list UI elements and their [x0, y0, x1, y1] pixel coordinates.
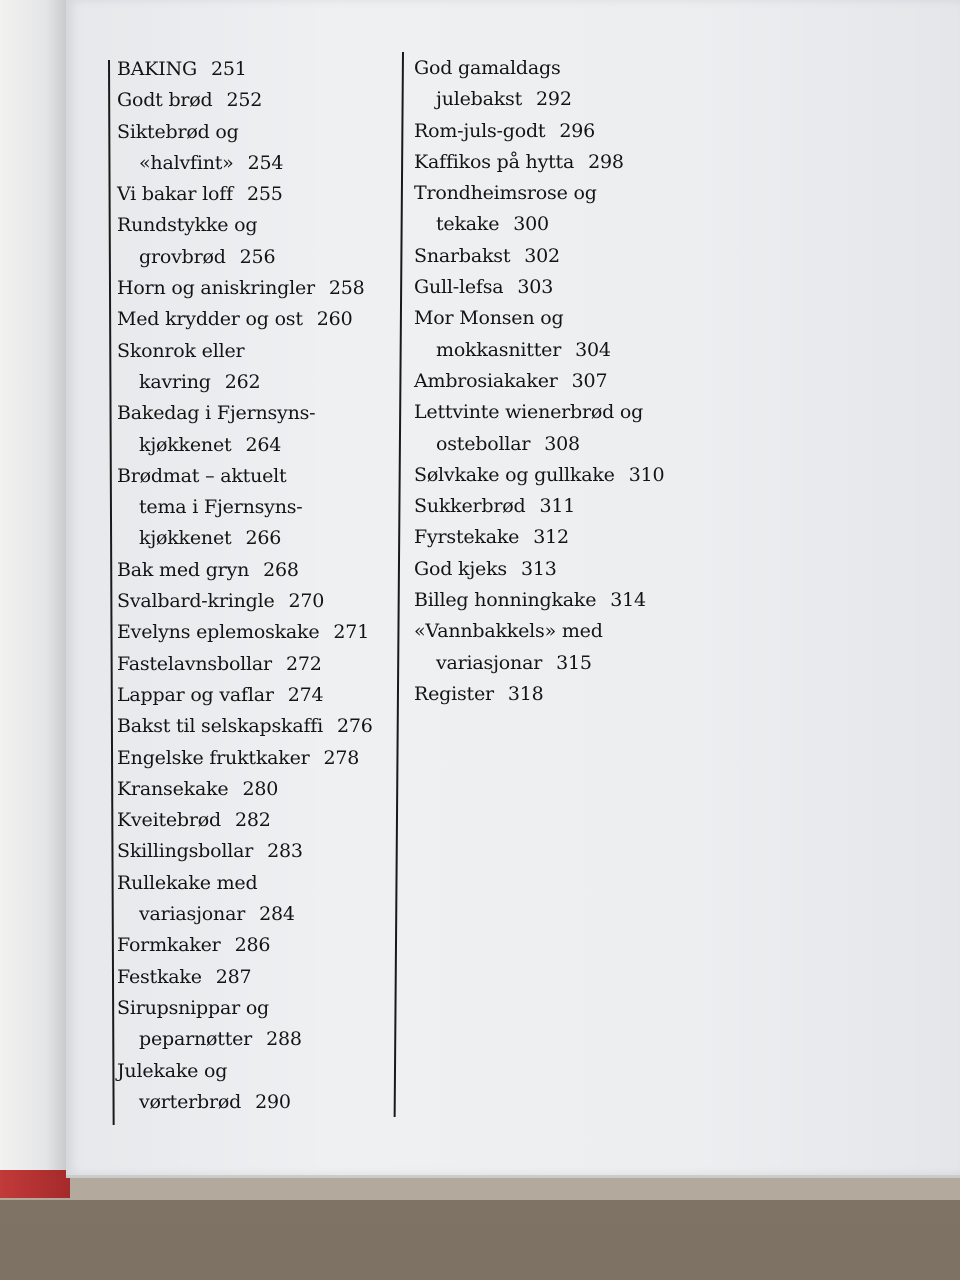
toc-entry-title: Ambrosiakaker — [414, 369, 558, 392]
toc-entry-line — [117, 1056, 373, 1087]
toc-entry-line — [414, 272, 664, 303]
toc-entry-title: Vi bakar loff — [117, 183, 233, 206]
toc-entry-page-number: 287 — [215, 965, 252, 988]
toc-entry-title: variasjonar — [436, 651, 543, 674]
toc-entry-line — [117, 868, 373, 899]
toc-entry — [414, 147, 664, 178]
toc-entry — [117, 85, 373, 116]
toc-entry-page-number: 258 — [328, 277, 365, 300]
toc-entry-page-number: 288 — [266, 1028, 302, 1051]
toc-entry-title: Snarbakst — [414, 244, 511, 267]
toc-entry-title: Bakst til selskapskaffi — [117, 715, 324, 738]
toc-entry — [414, 366, 664, 397]
toc-entry-line — [117, 711, 373, 742]
toc-entry-title: Billeg honningkake — [414, 589, 597, 612]
toc-entry-line — [414, 585, 664, 616]
toc-column-right — [414, 53, 664, 710]
toc-entry-line — [414, 116, 664, 147]
toc-entry-title: kjøkkenet — [139, 527, 232, 550]
toc-entry-page-number: 268 — [263, 558, 299, 581]
toc-entry — [414, 272, 664, 303]
toc-entry-title: kavring — [139, 370, 211, 393]
toc-entry-line — [117, 179, 373, 210]
toc-entry — [117, 805, 373, 836]
toc-entry — [414, 679, 664, 710]
toc-entry — [117, 743, 373, 774]
left-page-edge — [0, 0, 66, 1170]
toc-entry-line — [117, 555, 373, 586]
toc-entry — [414, 585, 664, 616]
toc-entry — [414, 53, 664, 116]
toc-entry-page-number: 278 — [323, 746, 360, 769]
toc-entry-title: God gamaldags — [414, 57, 561, 79]
toc-entry-line — [117, 304, 373, 335]
toc-entry — [414, 303, 664, 366]
toc-entry-line — [117, 617, 373, 648]
book-cover-red-strip — [0, 1168, 70, 1198]
toc-entry-page-number: 260 — [316, 308, 353, 331]
toc-entry — [117, 993, 373, 1056]
toc-entry-line — [117, 899, 373, 930]
toc-entry-page-number: 308 — [544, 432, 580, 455]
toc-entry — [117, 586, 373, 617]
toc-entry-line — [117, 210, 373, 241]
toc-entry-title: tekake — [436, 213, 500, 236]
toc-entry — [117, 774, 373, 805]
toc-entry-page-number: 276 — [337, 715, 373, 738]
toc-entry-line — [117, 461, 373, 492]
toc-entry-line — [414, 209, 664, 240]
toc-entry — [117, 555, 373, 586]
toc-entry-line — [117, 430, 373, 461]
toc-entry-title: Kransekake — [117, 777, 229, 800]
toc-entry-page-number: 251 — [211, 58, 247, 80]
toc-entry-page-number: 254 — [247, 151, 284, 174]
toc-entry-line — [117, 930, 373, 961]
toc-entry-title: variasjonar — [139, 903, 246, 926]
toc-entry-line — [414, 335, 664, 366]
toc-entry-title: Skonrok eller — [117, 339, 245, 362]
toc-entry-page-number: 312 — [533, 526, 569, 549]
toc-entry-title: ostebollar — [436, 432, 531, 455]
toc-entry-line — [117, 680, 373, 711]
toc-entry-title: Formkaker — [117, 934, 221, 957]
toc-entry — [117, 179, 373, 210]
toc-entry-line — [117, 649, 373, 680]
toc-entry-page-number: 318 — [507, 682, 544, 705]
toc-entry-title: grovbrød — [139, 245, 226, 268]
toc-entry-line — [117, 523, 373, 554]
toc-entry-title: tema i Fjernsyns- — [139, 496, 303, 519]
toc-entry-page-number: 271 — [333, 621, 370, 644]
toc-entry — [117, 336, 373, 399]
toc-entry-title: Horn og aniskringler — [117, 277, 315, 300]
toc-entry-line — [414, 616, 664, 647]
toc-entry-line — [414, 397, 664, 428]
toc-entry — [117, 711, 373, 742]
toc-entry — [117, 304, 373, 335]
toc-entry-page-number: 284 — [259, 903, 295, 926]
toc-entry-line — [414, 429, 664, 460]
toc-entry-line — [117, 398, 373, 429]
toc-entry-line — [414, 366, 664, 397]
toc-entry-title: Kaffikos på hytta — [414, 150, 575, 173]
toc-entry-line — [414, 522, 664, 553]
toc-entry-page-number: 266 — [245, 527, 282, 550]
toc-entry-title: julebakst — [436, 88, 523, 111]
toc-entry-page-number: 286 — [234, 934, 271, 957]
toc-entry-line — [117, 774, 373, 805]
toc-entry-title: Bak med gryn — [117, 558, 250, 581]
toc-entry-line — [414, 241, 664, 272]
toc-entry — [117, 461, 373, 555]
toc-entry-line — [414, 648, 664, 679]
toc-entry-line — [414, 53, 664, 84]
toc-entry — [117, 617, 373, 648]
toc-entry-page-number: 307 — [571, 369, 608, 392]
toc-entry-page-number: 264 — [245, 433, 282, 456]
toc-entry-line — [414, 491, 664, 522]
toc-entry-page-number: 315 — [556, 651, 592, 674]
toc-entry-page-number: 314 — [610, 589, 646, 612]
toc-entry-page-number: 280 — [242, 777, 279, 800]
toc-entry-title: Rullekake med — [117, 871, 258, 894]
toc-entry-title: Gull-lefsa — [414, 276, 504, 299]
toc-entry-line — [414, 554, 664, 585]
toc-entry-title: Festkake — [117, 965, 202, 988]
toc-entry — [117, 1056, 373, 1119]
toc-entry-title: Evelyns eplemoskake — [117, 621, 320, 644]
toc-column-left — [117, 54, 373, 1118]
toc-entry-line — [414, 178, 664, 209]
toc-entry-line — [117, 1024, 373, 1055]
toc-entry-title: Sirupsnippar og — [117, 996, 270, 1019]
toc-entry-page-number: 302 — [524, 244, 560, 267]
toc-entry-page-number: 310 — [628, 463, 665, 486]
toc-entry — [414, 491, 664, 522]
toc-entry-title: Rom-juls-godt — [414, 119, 546, 142]
toc-entry-title: BAKING — [117, 58, 197, 80]
toc-entry-page-number: 255 — [246, 183, 283, 206]
toc-entry-line — [117, 54, 373, 85]
toc-entry — [414, 554, 664, 585]
toc-entry-title: Lettvinte wienerbrød og — [414, 401, 644, 424]
toc-entry-line — [414, 147, 664, 178]
toc-entry-page-number: 256 — [239, 245, 276, 268]
toc-entry-line — [117, 85, 373, 116]
toc-entry-title: Skillingsbollar — [117, 840, 254, 863]
toc-entry-line — [414, 460, 664, 491]
toc-entry — [117, 836, 373, 867]
toc-entry-title: Brødmat – aktuelt — [117, 464, 287, 487]
toc-entry — [117, 680, 373, 711]
toc-entry-line — [117, 367, 373, 398]
toc-entry-title: Lappar og vaflar — [117, 683, 274, 706]
toc-entry-page-number: 282 — [234, 809, 271, 832]
toc-entry-page-number: 313 — [520, 557, 557, 580]
toc-entry — [414, 616, 664, 679]
toc-entry-line — [117, 148, 373, 179]
toc-entry-line — [414, 303, 664, 334]
toc-entry-line — [117, 805, 373, 836]
toc-entry — [117, 930, 373, 961]
toc-entry-title: Siktebrød og — [117, 120, 239, 143]
toc-entry — [117, 398, 373, 461]
toc-entry — [414, 241, 664, 272]
toc-entry-line — [117, 1087, 373, 1118]
toc-entry — [117, 54, 373, 85]
toc-entry-title: Med krydder og ost — [117, 308, 303, 331]
toc-entry-line — [117, 586, 373, 617]
toc-entry — [117, 273, 373, 304]
toc-entry-page-number: 262 — [224, 370, 261, 393]
toc-entry-title: vørterbrød — [139, 1090, 242, 1113]
toc-entry-page-number: 304 — [575, 338, 611, 361]
toc-entry-line — [117, 962, 373, 993]
toc-entry-title: Mor Monsen og — [414, 307, 564, 330]
toc-entry — [414, 178, 664, 241]
toc-entry-title: Sølvkake og gullkake — [414, 463, 615, 486]
toc-entry — [414, 460, 664, 491]
toc-entry-line — [117, 836, 373, 867]
toc-entry-line — [117, 743, 373, 774]
toc-entry-page-number: 292 — [536, 88, 572, 111]
toc-entry — [117, 210, 373, 273]
toc-entry — [117, 117, 373, 180]
toc-entry-page-number: 252 — [226, 89, 263, 112]
toc-entry-line — [414, 679, 664, 710]
toc-entry-page-number: 300 — [513, 213, 549, 236]
toc-entry-title: Engelske fruktkaker — [117, 746, 310, 769]
toc-entry-page-number: 283 — [267, 840, 303, 863]
toc-entry-line — [117, 273, 373, 304]
toc-entry-page-number: 272 — [285, 652, 322, 675]
toc-entry-title: Fyrstekake — [414, 526, 520, 549]
toc-entry-line — [117, 993, 373, 1024]
toc-entry-title: peparnøtter — [139, 1028, 253, 1051]
toc-entry-title: mokkasnitter — [436, 338, 562, 361]
toc-entry-line — [414, 84, 664, 115]
toc-entry-title: Trondheimsrose og — [414, 182, 597, 205]
toc-entry — [414, 116, 664, 147]
toc-entry-title: kjøkkenet — [139, 433, 232, 456]
toc-entry-title: Svalbard-kringle — [117, 590, 275, 613]
toc-entry-title: «halvfint» — [139, 151, 234, 174]
toc-entry — [414, 522, 664, 553]
toc-entry-title: God kjeks — [414, 557, 507, 580]
toc-entry-line — [117, 242, 373, 273]
toc-entry-page-number: 298 — [588, 150, 624, 173]
toc-entry — [117, 962, 373, 993]
toc-entry-title: Sukkerbrød — [414, 495, 526, 518]
toc-entry — [117, 868, 373, 931]
toc-entry-title: Bakedag i Fjernsyns- — [117, 402, 316, 425]
toc-entry — [414, 397, 664, 460]
toc-entry-title: «Vannbakkels» med — [414, 620, 603, 643]
toc-entry-line — [117, 336, 373, 367]
toc-entry-title: Godt brød — [117, 89, 213, 112]
toc-entry-page-number: 311 — [539, 495, 576, 518]
toc-entry-title: Kveitebrød — [117, 809, 221, 832]
toc-entry-title: Register — [414, 682, 494, 705]
toc-entry-title: Julekake og — [117, 1059, 228, 1082]
toc-entry-title: Rundstykke og — [117, 214, 258, 237]
toc-entry-line — [117, 492, 373, 523]
toc-entry-page-number: 296 — [559, 119, 596, 142]
toc-entry-page-number: 274 — [287, 683, 324, 706]
toc-entry — [117, 649, 373, 680]
toc-entry-page-number: 270 — [288, 590, 325, 613]
toc-entry-page-number: 290 — [255, 1090, 291, 1113]
toc-entry-line — [117, 117, 373, 148]
toc-entry-title: Fastelavnsbollar — [117, 652, 272, 675]
toc-entry-page-number: 303 — [517, 276, 554, 299]
